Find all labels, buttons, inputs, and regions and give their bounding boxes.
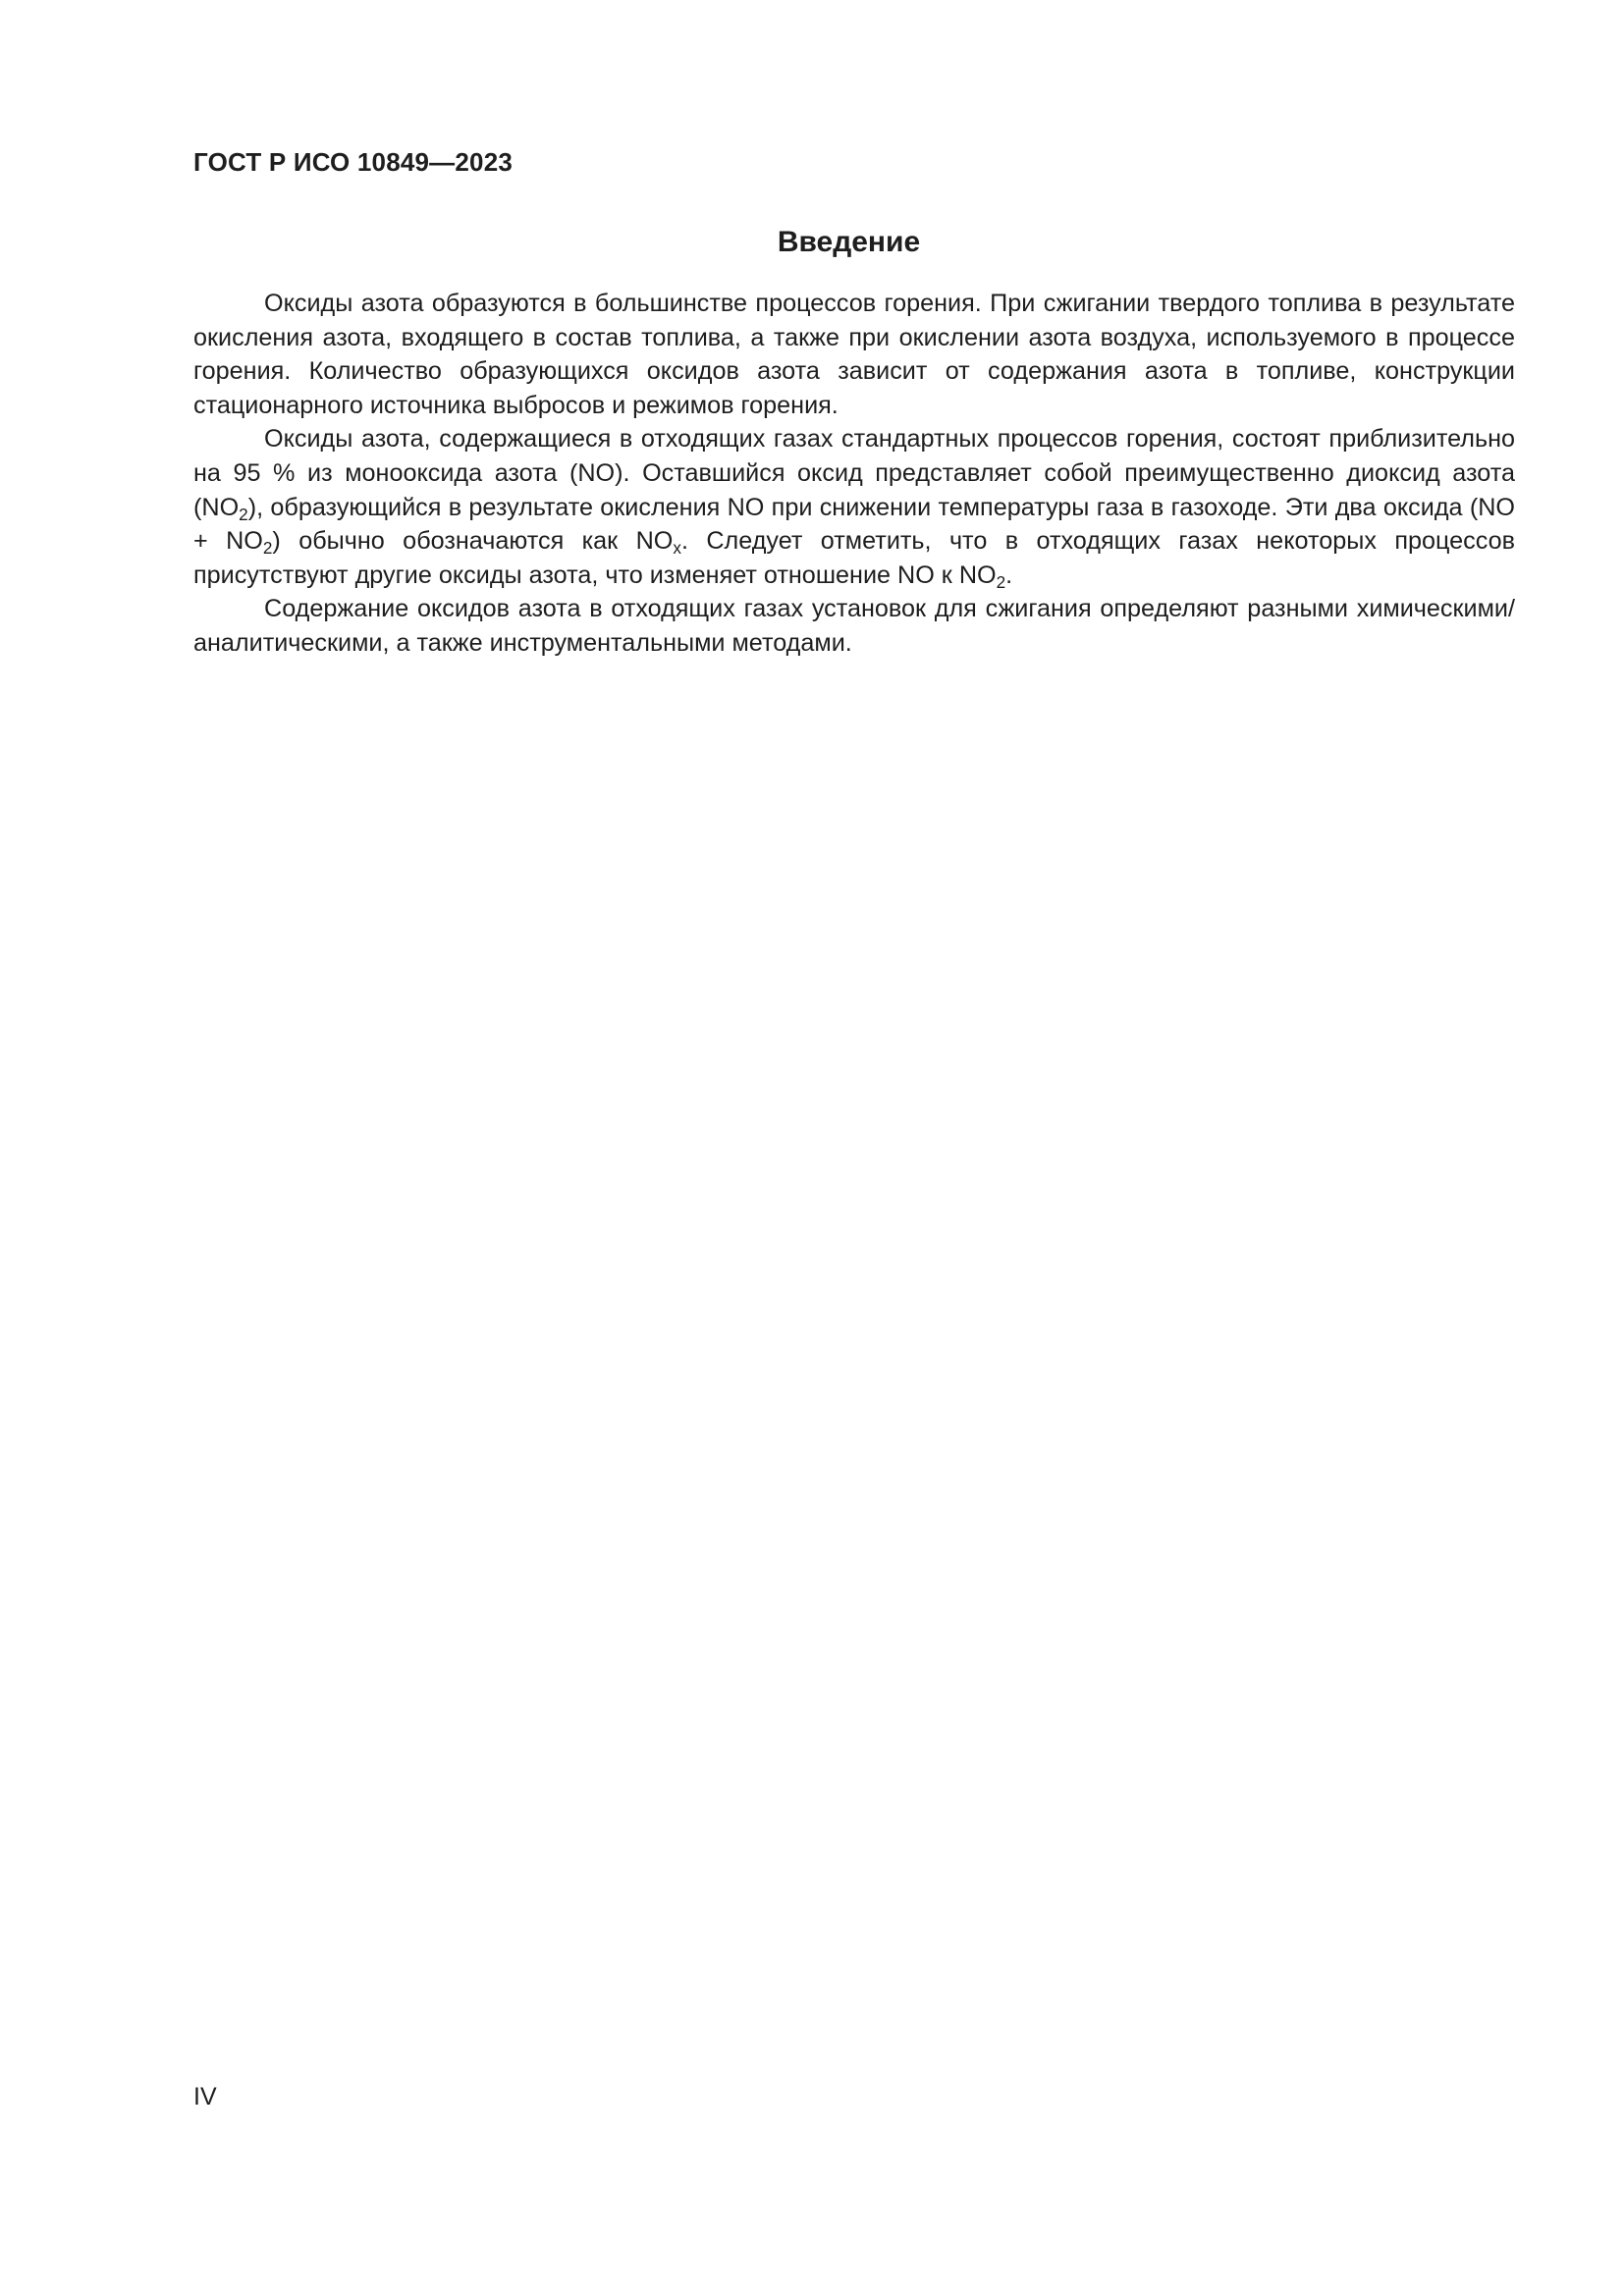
subscript: x: [673, 537, 681, 558]
introduction-body: [193, 287, 1515, 661]
text-run: Оксиды азота образуются в большинстве процессов горения. При сжигании твердого топлива в результате окисления азота, входящего в состав топлива, а также при окислении азота воздуха, используемого в процессе горения. Количество образующихся оксидов азота зависит от содержания азота в топливе, конструкции стационарного источника выбросов и режимов горения.: [193, 290, 1515, 419]
page-number: IV: [193, 2083, 217, 2110]
subscript: 2: [239, 504, 248, 524]
subscript: 2: [262, 537, 273, 558]
text-run: .: [1005, 561, 1013, 589]
text-run: ) обычно обозначаются как NO: [272, 527, 674, 556]
text-run: ), образующийся в результате окисления NO при снижении температуры газа в газоходе. Эти два оксида (NO + NO: [193, 493, 1515, 556]
paragraph-3: [193, 592, 1515, 660]
text-run: Оксиды азота, содержащиеся в отходящих газах стандартных процессов горения, состоят приблизительно на 95 % из монооксида азота (NO). Оставшийся оксид представляет собой преимущественно диоксид азота (NO: [193, 425, 1515, 521]
text-run: . Следует отметить, что в отходящих газах некоторых процессов присутствуют другие оксиды азота, что изменяет отношение NO к NO: [193, 527, 1515, 589]
section-title: Введение: [777, 226, 921, 258]
text-run: Содержание оксидов азота в отходящих газах установок для сжигания определяют разными химическими/аналитическими, а также инструментальными методами.: [193, 595, 1515, 657]
document-code: ГОСТ Р ИСО 10849—2023: [193, 147, 514, 177]
paragraph-1: [193, 287, 1515, 422]
subscript: 2: [996, 571, 1006, 592]
paragraph-2: [193, 422, 1515, 592]
